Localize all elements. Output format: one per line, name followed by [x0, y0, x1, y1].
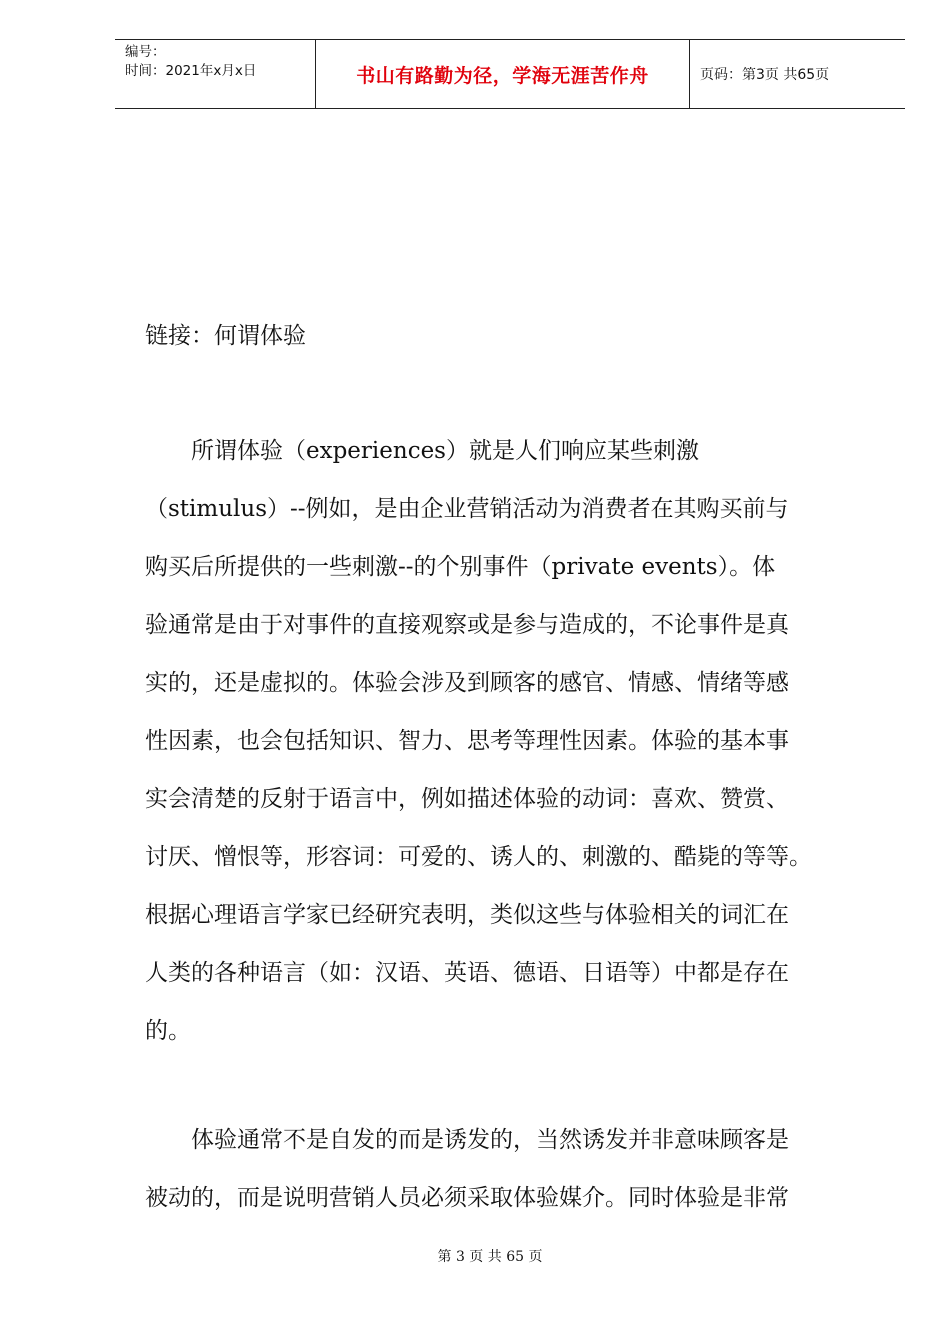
paragraph-line: 实会清楚的反射于语言中，例如描述体验的动词：喜欢、赞赏、	[145, 786, 789, 812]
header-meta	[115, 40, 316, 108]
section-link-title: 链接：何谓体验	[145, 323, 306, 349]
paragraph-line: 的。	[145, 1018, 191, 1044]
paragraph-line: 被动的，而是说明营销人员必须采取体验媒介。同时体验是非常	[145, 1185, 789, 1211]
header-motto: 书山有路勤为径，学海无涯苦作舟	[316, 40, 690, 108]
time-label: 时间：2021年x月x日	[125, 63, 257, 79]
number-label: 编号：	[125, 44, 166, 60]
page-header	[115, 39, 905, 109]
paragraph-line: 体验通常不是自发的而是诱发的，当然诱发并非意味顾客是	[145, 1127, 789, 1153]
paragraph-line: 所谓体验（experiences）就是人们响应某些刺激	[145, 438, 699, 464]
paragraph-line: 根据心理语言学家已经研究表明，类似这些与体验相关的词汇在	[145, 902, 789, 928]
paragraph-line: 讨厌、憎恨等，形容词：可爱的、诱人的、刺激的、酷毙的等等。	[145, 844, 812, 870]
paragraph-line: （stimulus）--例如，是由企业营销活动为消费者在其购买前与	[145, 496, 789, 522]
paragraph-line: 购买后所提供的一些刺激--的个别事件（private events）。体	[145, 554, 776, 580]
paragraph-line: 人类的各种语言（如：汉语、英语、德语、日语等）中都是存在	[145, 960, 789, 986]
header-page-info: 页码：第3页 共65页	[700, 67, 830, 83]
paragraph-line: 实的，还是虚拟的。体验会涉及到顾客的感官、情感、情绪等感	[145, 670, 789, 696]
paragraph-line: 验通常是由于对事件的直接观察或是参与造成的，不论事件是真	[145, 612, 789, 638]
page-footer: 第 3 页 共 65 页	[437, 1249, 543, 1265]
paragraph-2	[145, 1111, 875, 1227]
paragraph-line: 性因素，也会包括知识、智力、思考等理性因素。体验的基本事	[145, 728, 789, 754]
paragraph-1	[145, 422, 875, 1060]
